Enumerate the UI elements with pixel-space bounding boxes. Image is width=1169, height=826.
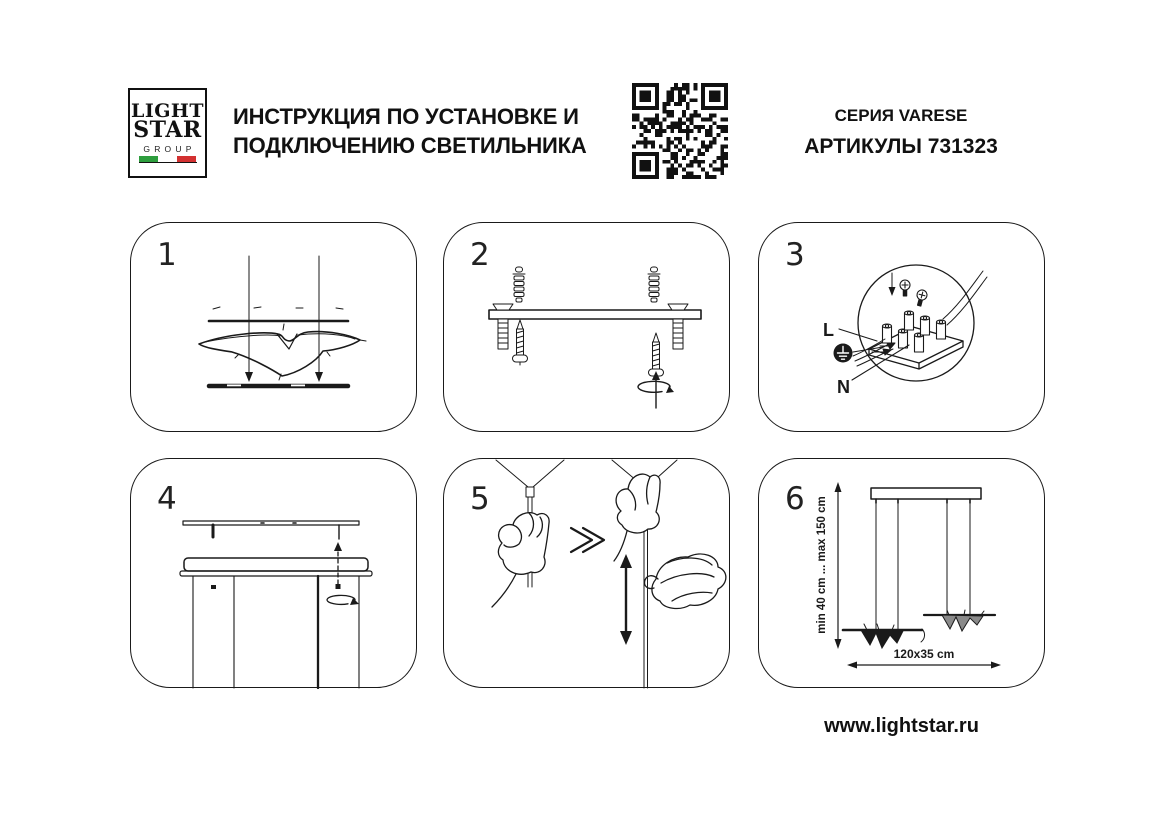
neutral-label: N bbox=[837, 377, 850, 397]
articles-label: АРТИКУЛЫ 731323 bbox=[804, 135, 998, 158]
suspension-cables bbox=[193, 576, 359, 688]
step-number: 5 bbox=[470, 481, 490, 517]
logo-word-star: STAR bbox=[133, 117, 202, 143]
ceiling-marks bbox=[213, 307, 343, 309]
website-url: www.lightstar.ru bbox=[824, 715, 979, 737]
magnifier-circle bbox=[858, 265, 974, 381]
hand-icon bbox=[492, 513, 549, 607]
mounting-bracket bbox=[489, 310, 701, 319]
step4-illustration bbox=[131, 459, 418, 689]
rotation-arrow-icon bbox=[327, 595, 359, 605]
step-number: 6 bbox=[785, 481, 805, 517]
step-number: 4 bbox=[157, 481, 177, 517]
terminal-block bbox=[869, 273, 963, 369]
updown-arrow bbox=[620, 554, 632, 645]
cable-lock bbox=[211, 585, 216, 589]
step6-illustration bbox=[759, 459, 1046, 689]
dimension-arrow-horizontal bbox=[847, 647, 1001, 669]
dowel-icon bbox=[513, 267, 660, 302]
terminal-screws bbox=[900, 280, 928, 307]
incoming-wires bbox=[853, 339, 895, 366]
page-title bbox=[233, 102, 587, 160]
height-range-label: min 40 cm ... max 150 cm bbox=[816, 496, 828, 634]
step1-illustration bbox=[131, 223, 418, 433]
title-line-1: ИНСТРУКЦИЯ ПО УСТАНОВКЕ И bbox=[233, 104, 579, 129]
step-panel-5 bbox=[443, 458, 730, 688]
step3-illustration bbox=[759, 223, 1046, 433]
shade-in-hand bbox=[645, 554, 726, 608]
fixture bbox=[843, 488, 995, 648]
italian-flag-bar bbox=[139, 156, 197, 163]
mounting-bracket bbox=[183, 521, 359, 539]
brand-logo bbox=[128, 88, 207, 178]
step-panel-2 bbox=[443, 222, 730, 432]
step-panel-1 bbox=[130, 222, 417, 432]
title-line-2: ПОДКЛЮЧЕНИЮ СВЕТИЛЬНИКА bbox=[233, 133, 587, 158]
ceiling-line bbox=[209, 385, 348, 386]
screw-icon bbox=[513, 320, 664, 379]
leaf-shade bbox=[843, 624, 925, 648]
footprint-label: 120x35 cm bbox=[893, 647, 955, 661]
leaf-shade bbox=[924, 610, 995, 631]
qr-code bbox=[632, 83, 728, 179]
step-panel-6 bbox=[758, 458, 1045, 688]
logo-word-group: GROUP bbox=[143, 144, 196, 154]
canopy bbox=[180, 558, 372, 576]
rotation-arrow-icon bbox=[638, 371, 674, 408]
line-label: L bbox=[823, 320, 834, 340]
step-number: 2 bbox=[470, 237, 490, 273]
step-number: 3 bbox=[785, 237, 805, 273]
next-arrow-icon bbox=[571, 528, 604, 552]
mains-wires bbox=[943, 271, 987, 325]
dimension-arrow-vertical bbox=[816, 482, 842, 649]
leaf-lampshade bbox=[199, 324, 366, 380]
series-label: СЕРИЯ VARESE bbox=[834, 106, 968, 125]
lift-arrow bbox=[334, 542, 342, 589]
hand-icon bbox=[614, 474, 660, 561]
logo-word-light: LIGHT bbox=[130, 100, 205, 122]
step-panel-4 bbox=[130, 458, 417, 688]
step-panel-3 bbox=[758, 222, 1045, 432]
step-number: 1 bbox=[157, 237, 177, 273]
step2-illustration bbox=[444, 223, 731, 433]
step5-illustration bbox=[444, 459, 731, 689]
